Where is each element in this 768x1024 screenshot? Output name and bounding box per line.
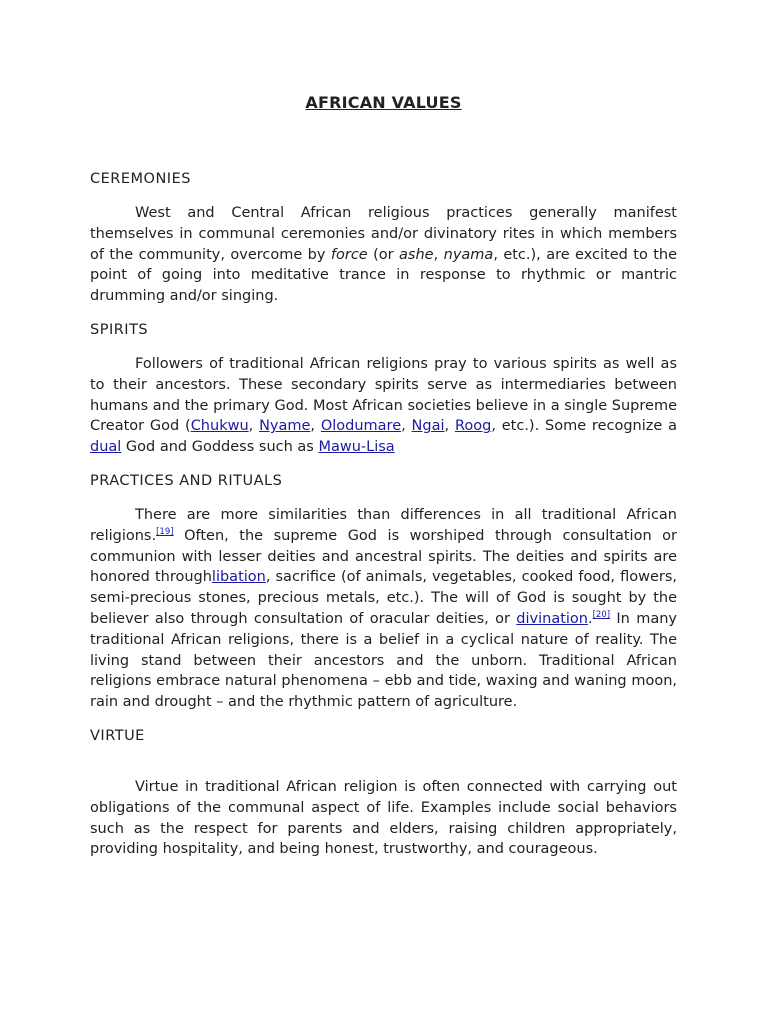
link-chukwu[interactable]: Chukwu (190, 418, 249, 435)
link-libation[interactable]: libation (211, 569, 266, 586)
spirits-text-3: God and Goddess such as (121, 439, 319, 456)
document-title: AFRICAN VALUES (305, 93, 462, 112)
spirits-separator-1: , (248, 418, 260, 435)
link-roog[interactable]: Roog (454, 418, 492, 435)
spirits-text-2: , etc.). Some recognize a (491, 418, 677, 435)
section-ceremonies (90, 168, 677, 307)
paragraph-spirits (90, 354, 677, 458)
ceremonies-text-4: , etc.), are excited to the point of going into meditative trance in response to rhythmic or mantric drumming and/or singing. (90, 246, 678, 305)
heading-virtue: VIRTUE (90, 727, 145, 744)
spirits-separator-3: , (401, 418, 412, 435)
ceremonies-text-1: West and Central African religious practices generally manifest themselves in communal ceremonies and/or divinatory rites in which members of the community, overcome by (90, 205, 677, 263)
link-ngai[interactable]: Ngai (411, 418, 445, 435)
section-practices-and-rituals (90, 470, 677, 713)
paragraph-practices (90, 505, 677, 713)
paragraph-virtue: Virtue in traditional African religion is often connected with carrying out obligations of the communal aspect of life. Examples include social behaviors such as the respect for parents and elders, raising children appropriately, providing hospitality, and being honest, trustworthy, and courageous. (90, 778, 677, 858)
link-nyame[interactable]: Nyame (259, 418, 311, 435)
link-dual[interactable]: dual (90, 439, 122, 456)
section-virtue (90, 725, 677, 860)
ceremonies-italic-ashe: ashe (399, 246, 434, 263)
document-page (90, 90, 677, 860)
reference-20-link[interactable]: [20] (592, 609, 611, 620)
practices-text-3: , sacrifice (of animals, vegetables, cooked food, flowers, semi-precious stones, precious metals, etc.). The will of God is sought by the believer also through consultation of oracular deities, or (90, 569, 677, 627)
practices-text-5: In many traditional African religions, there is a belief in a cyclical nature of reality. The living stand between their ancestors and the unborn. Traditional African religions embrace natural phenomena – ebb and tide, waxing and waning moon, rain and drought – and the rhythmic pattern of agriculture. (90, 610, 677, 711)
paragraph-ceremonies (90, 203, 677, 307)
spirits-text-1: Followers of traditional African religions pray to various spirits as well as to their ancestors. These secondary spirits serve as intermediaries between humans and the primary God. Most African societies believe in a single Supreme Creator God ( (90, 355, 677, 435)
ceremonies-italic-nyama: nyama (443, 246, 494, 263)
heading-practices-and-rituals: PRACTICES AND RITUALS (90, 472, 283, 489)
practices-text-1: There are more similarities than differences in all traditional African religions. (90, 506, 677, 544)
practices-text-2: Often, the supreme God is worshiped through consultation or communion with lesser deities and ancestral spirits. The deities and spirits are honored through (90, 527, 677, 586)
reference-19-link[interactable]: [19] (156, 526, 174, 537)
section-spirits (90, 319, 677, 458)
spirits-separator-4: , (444, 418, 455, 435)
practices-text-4: . (588, 610, 593, 627)
ceremonies-text-2: (or (367, 246, 400, 263)
link-mawu-lisa[interactable]: Mawu-Lisa (318, 439, 395, 456)
link-divination[interactable]: divination (516, 610, 588, 627)
link-olodumare[interactable]: Olodumare (320, 418, 402, 435)
spirits-separator-2: , (310, 418, 321, 435)
heading-ceremonies: CEREMONIES (90, 171, 191, 187)
reference-20 (593, 610, 610, 620)
ceremonies-italic-force: force (330, 246, 368, 263)
reference-19 (156, 527, 173, 537)
heading-spirits: SPIRITS (90, 321, 149, 338)
ceremonies-text-3: , (433, 246, 444, 263)
